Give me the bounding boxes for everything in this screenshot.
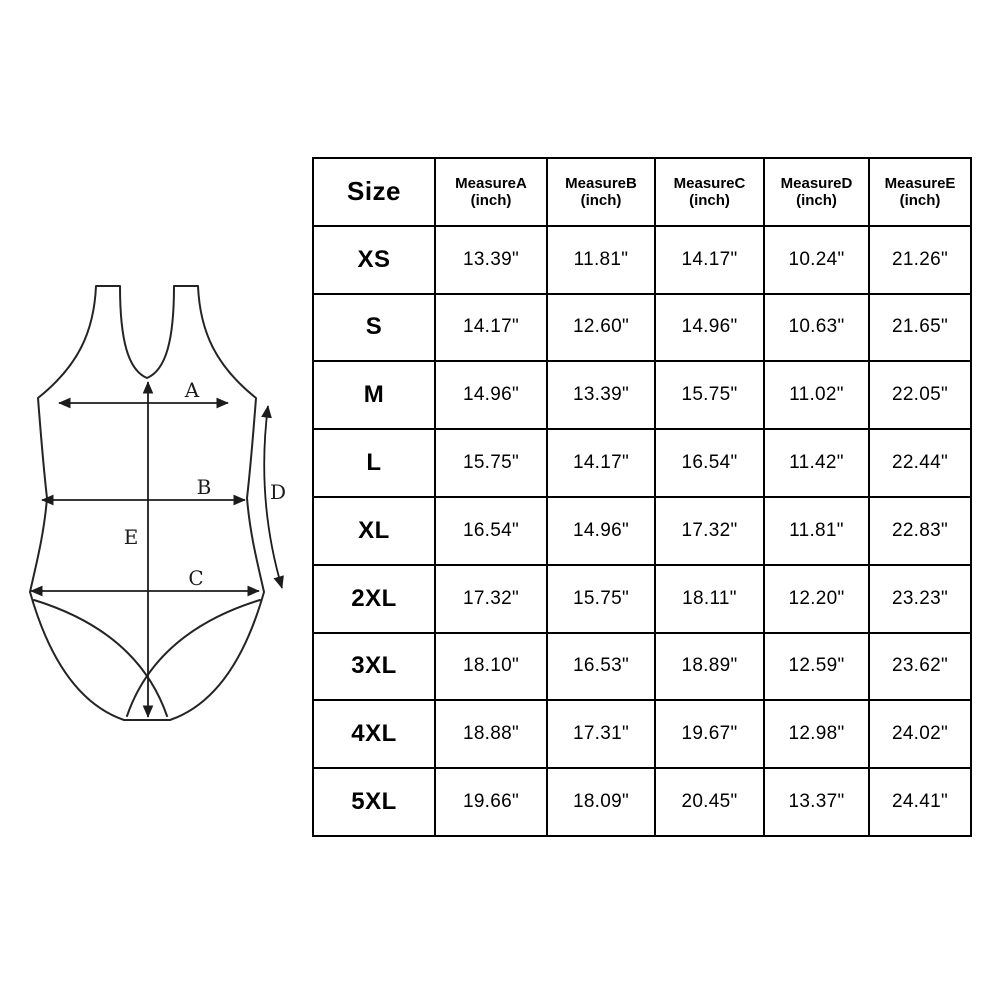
measurement-value: 14.17" (435, 294, 547, 362)
table-row (313, 633, 971, 701)
size-label: XL (313, 497, 435, 565)
measurement-value: 15.75" (547, 565, 655, 633)
size-column-header (313, 158, 435, 226)
table-row (313, 700, 971, 768)
size-label: 3XL (313, 633, 435, 701)
header-unit: (inch) (689, 191, 730, 209)
measurement-value: 16.54" (435, 497, 547, 565)
header-unit: (inch) (470, 191, 512, 209)
measurement-value: 15.75" (655, 361, 764, 429)
measurement-value: 13.39" (435, 226, 547, 294)
measurement-value: 12.59" (764, 633, 869, 701)
measurement-value: 12.20" (764, 565, 869, 633)
measure-label-a: A (184, 378, 200, 402)
measure-column-header (869, 158, 971, 226)
measurement-value: 11.81" (764, 497, 869, 565)
table-row (313, 565, 971, 633)
header-unit: (inch) (796, 191, 837, 209)
measurement-value: 18.88" (435, 700, 547, 768)
size-label: M (313, 361, 435, 429)
measurement-value: 11.02" (764, 361, 869, 429)
measurement-value: 23.62" (869, 633, 971, 701)
measurement-value: 18.09" (547, 768, 655, 836)
table-row (313, 768, 971, 836)
measurement-value: 19.67" (655, 700, 764, 768)
measurement-value: 12.60" (547, 294, 655, 362)
measurement-value: 17.31" (547, 700, 655, 768)
measure-column-header (655, 158, 764, 226)
swimsuit-measure-diagram (20, 270, 300, 740)
measurement-value: 22.05" (869, 361, 971, 429)
measurement-value: 23.23" (869, 565, 971, 633)
header-title: MeasureE (884, 174, 956, 192)
table-header-row (313, 158, 971, 226)
measurement-value: 22.44" (869, 429, 971, 497)
measurement-value: 17.32" (655, 497, 764, 565)
measure-label-c: C (188, 566, 204, 590)
table-row (313, 361, 971, 429)
measure-label-e: E (123, 525, 139, 549)
measurement-value: 12.98" (764, 700, 869, 768)
table-row (313, 497, 971, 565)
measurement-value: 24.02" (869, 700, 971, 768)
measurement-value: 16.54" (655, 429, 764, 497)
table-row (313, 294, 971, 362)
measurement-value: 15.75" (435, 429, 547, 497)
measurement-value: 19.66" (435, 768, 547, 836)
size-label: S (313, 294, 435, 362)
measurement-value: 16.53" (547, 633, 655, 701)
measurement-value: 18.10" (435, 633, 547, 701)
leg-opening-right-seam (127, 600, 260, 716)
measurement-value: 18.11" (655, 565, 764, 633)
header-unit: (inch) (580, 191, 622, 209)
measurement-value: 10.24" (764, 226, 869, 294)
header-title: MeasureB (565, 174, 637, 192)
swimsuit-outline-icon (30, 286, 264, 720)
measure-column-header (764, 158, 869, 226)
measure-label-b: B (196, 475, 212, 499)
measurement-value: 14.17" (655, 226, 764, 294)
measurement-value: 14.96" (435, 361, 547, 429)
measurement-value: 21.65" (869, 294, 971, 362)
size-label: L (313, 429, 435, 497)
size-label: 5XL (313, 768, 435, 836)
measurement-value: 13.37" (764, 768, 869, 836)
table-row (313, 429, 971, 497)
measurement-value: 11.81" (547, 226, 655, 294)
size-label: 4XL (313, 700, 435, 768)
size-label: 2XL (313, 565, 435, 633)
measurement-value: 24.41" (869, 768, 971, 836)
measurement-value: 14.17" (547, 429, 655, 497)
size-label: XS (313, 226, 435, 294)
measurement-value: 18.89" (655, 633, 764, 701)
measurement-value: 10.63" (764, 294, 869, 362)
measure-column-header (435, 158, 547, 226)
measure-label-d: D (269, 480, 287, 504)
header-title: MeasureA (455, 174, 527, 192)
header-title: MeasureC (673, 174, 746, 192)
measurement-value: 14.96" (655, 294, 764, 362)
size-table-body (313, 226, 971, 836)
header-unit: (inch) (899, 191, 941, 209)
header-title: MeasureD (780, 174, 853, 192)
measurement-value: 22.83" (869, 497, 971, 565)
header-title: Size (346, 176, 402, 207)
measurement-value: 17.32" (435, 565, 547, 633)
leg-opening-left-seam (34, 600, 167, 716)
measurement-value: 14.96" (547, 497, 655, 565)
size-chart-table (312, 157, 972, 837)
table-row (313, 226, 971, 294)
measurement-value: 20.45" (655, 768, 764, 836)
measurement-value: 21.26" (869, 226, 971, 294)
measurement-value: 13.39" (547, 361, 655, 429)
measure-column-header (547, 158, 655, 226)
measurement-value: 11.42" (764, 429, 869, 497)
